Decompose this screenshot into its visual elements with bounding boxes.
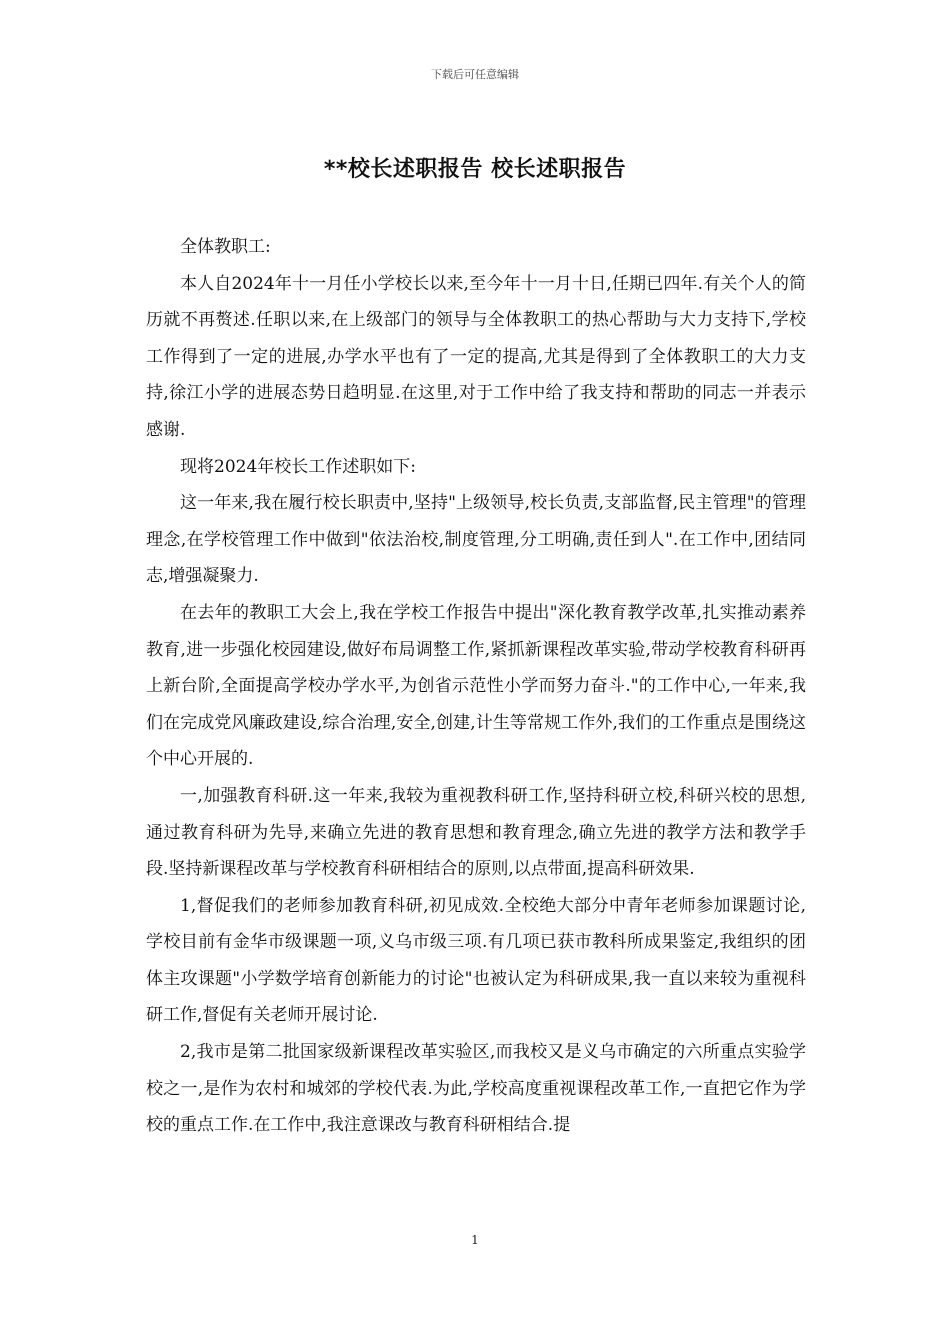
document-body: [146, 229, 806, 1144]
body-paragraph: 2,我市是第二批国家级新课程改革实验区,而我校又是义乌市确定的六所重点实验学校之一,是作为农村和城郊的学校代表.为此,学校高度重视课程改革工作,一直把它作为学校的重点工作.在工作中,我注意课改与教育科研相结合.提: [146, 1042, 806, 1136]
document-title: **校长述职报告 校长述职报告: [323, 157, 627, 182]
salutation-paragraph: 全体教职工:: [180, 237, 271, 257]
page-header-note: 下载后可任意编辑: [431, 68, 519, 81]
body-paragraph: 在去年的教职工大会上,我在学校工作报告中提出"深化教育教学改革,扎实推动素养教育,进一步强化校园建设,做好布局调整工作,紧抓新课程改革实验,带动学校教育科研再上新台阶,全面提高学校办学水平,为创省示范性小学而努力奋斗."的工作中心,一年来,我们在完成党风廉政建设,综合治理,安全,创建,计生等常规工作外,我们的工作重点是围绕这个中心开展的.: [146, 602, 806, 770]
body-paragraph: 1,督促我们的老师参加教育科研,初见成效.全校绝大部分中青年老师参加课题讨论,学校目前有金华市级课题一项,义乌市级三项.有几项已获市教科所成果鉴定,我组织的团体主攻课题"小学数学培育创新能力的讨论"也被认定为科研成果,我一直以来较为重视科研工作,督促有关老师开展讨论.: [146, 895, 806, 1026]
page-number: 1: [471, 1233, 479, 1247]
body-paragraph: 本人自2024年十一月任小学校长以来,至今年十一月十日,任期已四年.有关个人的简历就不再赘述.任职以来,在上级部门的领导与全体教职工的热心帮助与大力支持下,学校工作得到了一定的进展,办学水平也有了一定的提高,尤其是得到了全体教职工的大力支持,徐江小学的进展态势日趋明显.在这里,对于工作中给了我支持和帮助的同志一并表示感谢.: [146, 273, 806, 440]
body-paragraph: 一,加强教育科研.这一年来,我较为重视教科研工作,坚持科研立校,科研兴校的思想,通过教育科研为先导,来确立先进的教育思想和教育理念,确立先进的教学方法和教学手段.坚持新课程改革与学校教育科研相结合的原则,以点带面,提高科研效果.: [146, 785, 806, 880]
body-paragraph: 这一年来,我在履行校长职责中,坚持"上级领导,校长负责,支部监督,民主管理"的管理理念,在学校管理工作中做到"依法治校,制度管理,分工明确,责任到人".在工作中,团结同志,增强凝聚力.: [146, 493, 806, 587]
body-paragraph: 现将2024年校长工作述职如下:: [180, 456, 416, 477]
